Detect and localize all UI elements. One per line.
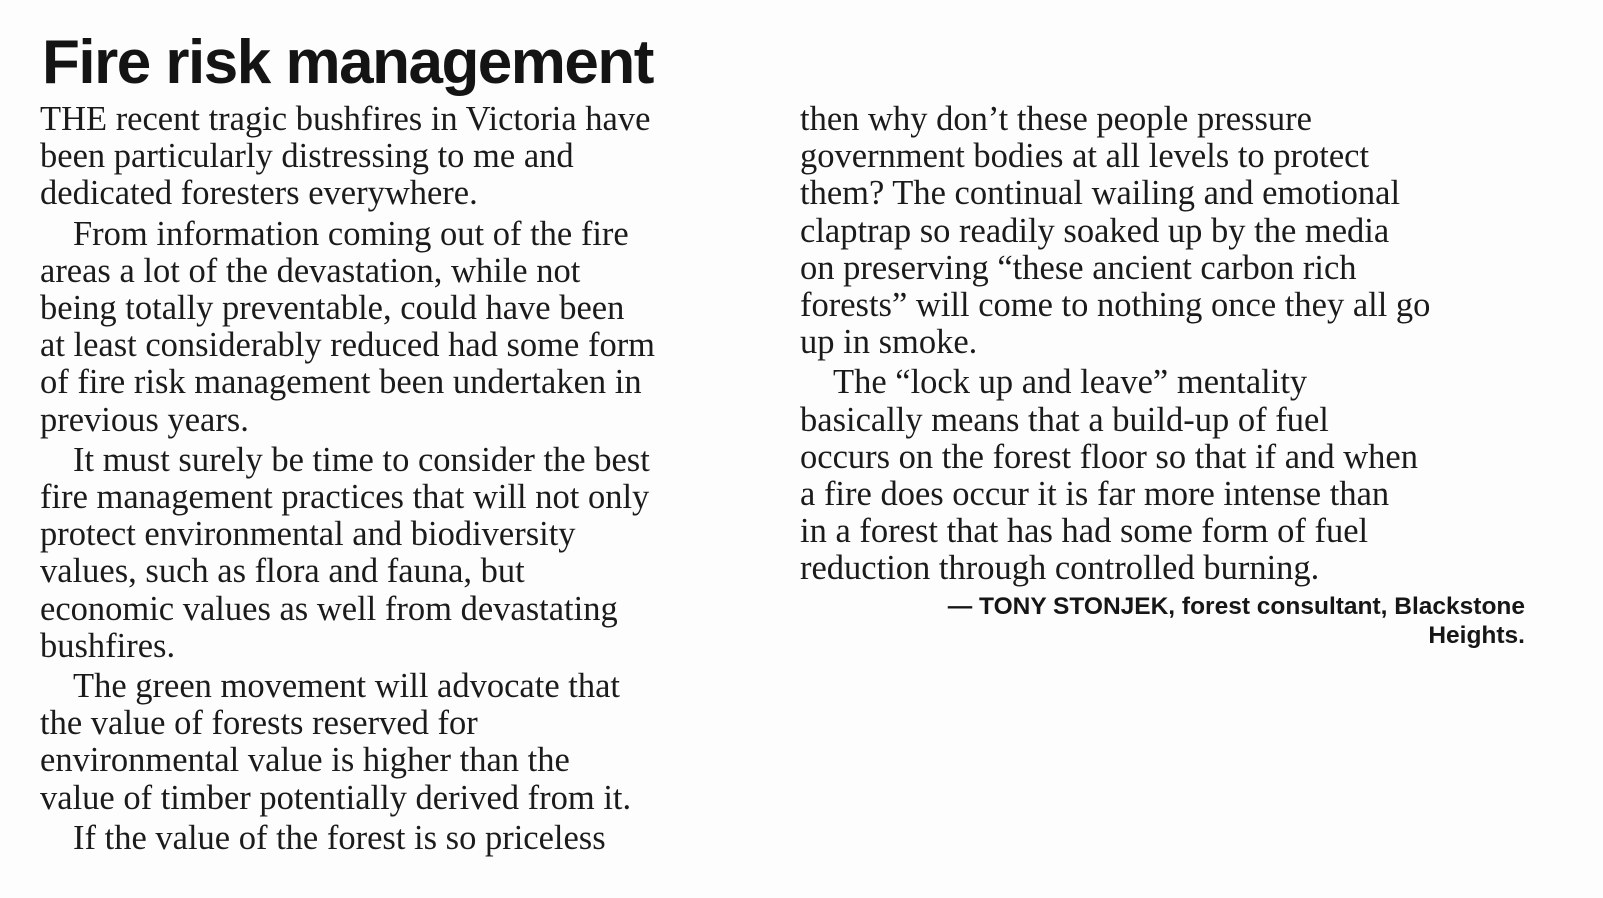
author-signature — [800, 592, 1545, 650]
text-line: claptrap so readily soaked up by the media — [800, 211, 1390, 250]
paragraph-6 — [800, 364, 1545, 587]
text-line: them? The continual wailing and emotional — [800, 174, 1401, 213]
text-line: a fire does occur it is far more intense than — [800, 475, 1390, 514]
text-line: previous years. — [40, 400, 249, 439]
paragraph-5-continued — [800, 101, 1545, 361]
text-line: value of timber potentially derived from it. — [40, 778, 632, 817]
signature-line: — TONY STONJEK, forest consultant, Blackstone — [947, 592, 1525, 620]
text-line: THE recent tragic bushfires in Victoria have — [40, 100, 651, 138]
text-line: on preserving “these ancient carbon rich — [800, 248, 1357, 287]
text-line: the value of forests reserved for — [40, 704, 478, 743]
text-line: bushfires. — [40, 626, 176, 665]
text-line: protect environmental and biodiversity — [40, 515, 576, 554]
text-line: been particularly distressing to me and — [40, 137, 574, 176]
text-line: environmental value is higher than the — [40, 741, 570, 780]
text-line: economic values as well from devastating — [40, 589, 618, 628]
text-line: The “lock up and leave” mentality — [833, 363, 1308, 402]
left-column — [40, 101, 785, 860]
paragraph-2 — [40, 216, 785, 439]
text-line: dedicated foresters everywhere. — [40, 174, 478, 213]
text-line: of fire risk management been undertaken in — [40, 363, 642, 402]
signature-line: Heights. — [1428, 621, 1525, 649]
text-line: fire management practices that will not only — [40, 478, 650, 517]
text-line: being totally preventable, could have been — [40, 289, 625, 328]
text-line: reduction through controlled burning. — [800, 549, 1320, 588]
text-line: From information coming out of the fire — [73, 214, 629, 253]
headline: Fire risk management — [42, 28, 653, 97]
text-line: forests” will come to nothing once they all go — [800, 286, 1431, 325]
text-line: at least considerably reduced had some form — [40, 326, 656, 365]
text-line: values, such as flora and fauna, but — [40, 552, 525, 591]
paragraph-3 — [40, 442, 785, 665]
text-line: then why don’t these people pressure — [800, 100, 1312, 138]
text-line: basically means that a build-up of fuel — [800, 400, 1329, 439]
text-line: government bodies at all levels to protect — [800, 137, 1370, 176]
text-line: in a forest that has had some form of fuel — [800, 512, 1369, 551]
text-line: occurs on the forest floor so that if and when — [800, 437, 1418, 476]
right-column — [800, 101, 1545, 650]
text-line: If the value of the forest is so priceless — [73, 818, 606, 857]
text-line: It must surely be time to consider the best — [73, 440, 650, 479]
paragraph-5 — [40, 820, 785, 857]
paragraph-1 — [40, 101, 785, 213]
text-line: The green movement will advocate that — [73, 667, 620, 706]
text-line: areas a lot of the devastation, while not — [40, 251, 581, 290]
text-line: up in smoke. — [800, 323, 978, 362]
paragraph-4 — [40, 668, 785, 817]
